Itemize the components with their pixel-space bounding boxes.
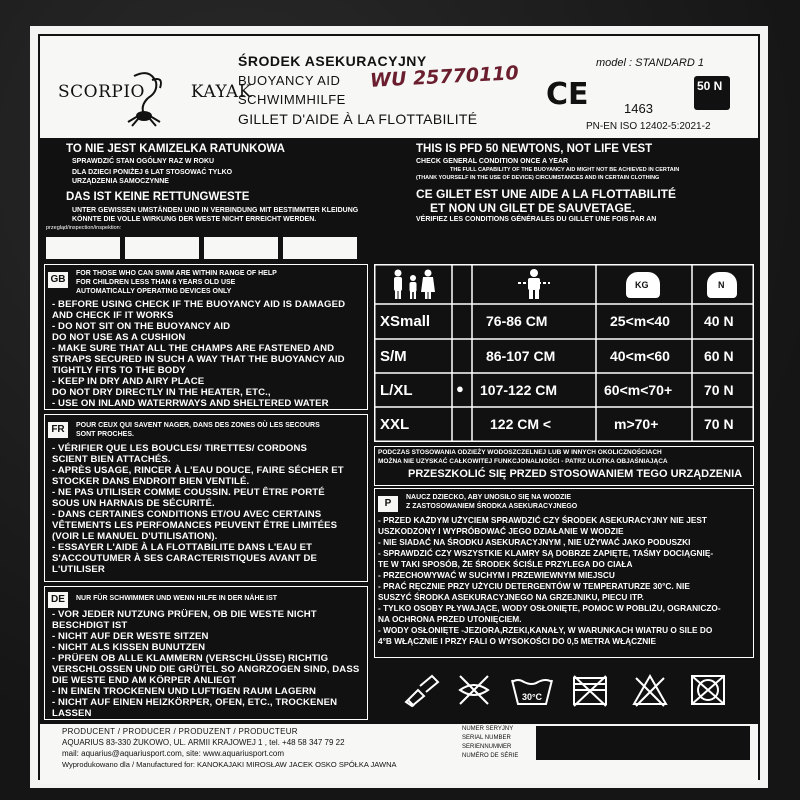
handwritten-serial: WU 25770110 [369, 62, 520, 92]
en-warning-3: (THANK YOURSELF IN THE USE OF DEVICE) CIRCUMSTANCES AND IN CERTAIN CLOTHING [416, 175, 660, 181]
producer-contact: mail: aquarius@aquariusport.com, site: www.aquariusport.com [62, 749, 284, 758]
gb-line: - MAKE SURE THAT ALL THE CHAMPS ARE FASTENED AND [52, 343, 335, 354]
p-line: SUSZYĆ ŚRODKA ASEKURACYJNEGO NA GRZEJNIKU, PIECU ITP. [378, 592, 644, 602]
fr-line: SCIENT BIEN ATTACHÉS. [52, 454, 171, 465]
model-label: model : STANDARD 1 [596, 57, 704, 69]
notified-body-number: 1463 [624, 101, 653, 116]
de-line: VERSCHLOSSEN UND DIE GRÜTEL SO ANGRZOGEN SIND, DASS [52, 664, 360, 675]
p-line: - PRZECHOWYWAĆ W SUCHYM I PRZEWIEWNYM MIEJSCU [378, 570, 615, 580]
de-warning-title: DAS IST KEINE RETTUNGWESTE [66, 191, 250, 203]
warning-block [40, 138, 758, 234]
fr-line: - ESSAYER L'AIDE À LA FLOTTABILITE DANS L'EAU ET [52, 542, 313, 553]
de-warning-1: UNTER GEWISSEN UMSTÄNDEN UND IN VERBINDUNG MIT BESTIMMTER KLEIDUNG [72, 207, 359, 214]
family-icon [388, 268, 438, 300]
chest-measure-icon [514, 268, 554, 300]
de-tag: DE [48, 592, 68, 608]
size-xxl: XXL [380, 416, 410, 433]
care-symbols [374, 668, 754, 718]
gb-intro-3: AUTOMATICALLY OPERATING DEVICES ONLY [76, 288, 232, 295]
en-warning-2: THE FULL CAPABILITY OF THE BUOYANCY AID MIGHT NOT BE ACHIEVED IN CERTAIN [450, 167, 680, 173]
chest-xs: 76-86 CM [486, 313, 548, 329]
chest-xxl: 122 CM < [490, 416, 552, 432]
gb-line: - USE ON INLAND WATERRWAYS AND SHELTERED WATER [52, 398, 329, 409]
no-tumble-dry-icon [570, 672, 610, 708]
fr-line: - DANS CERTAINES CONDITIONS ET/OU AVEC CERTAINS [52, 509, 322, 520]
fr-intro-2: SONT PROCHES. [76, 431, 134, 438]
buoyancy-sm: 60 N [704, 348, 734, 364]
gb-tag: GB [48, 272, 68, 288]
inspection-grid [40, 234, 758, 262]
chest-lxl: 107-122 CM [480, 382, 558, 398]
buoyancy-xxl: 70 N [704, 416, 734, 432]
fr-line: (VOIR LE MANUEL D'UTILISATION). [52, 531, 218, 542]
fr-line: - NE PAS UTILISER COMME COUSSIN. PEUT ÊTRE PORTÉ [52, 487, 325, 498]
de-line: - VOR JEDER NUTZUNG PRÜFEN, OB DIE WESTE NICHT [52, 609, 317, 620]
no-wring-icon [454, 672, 494, 708]
label-border [38, 34, 760, 780]
en-warning-title: THIS IS PFD 50 NEWTONS, NOT LIFE VEST [416, 143, 653, 155]
gb-line: DO NOT USE AS A CUSHION [52, 332, 186, 343]
header-title-de: SCHWIMMHILFE [238, 92, 346, 107]
de-line: - PRÜFEN OB ALLE KLAMMERN (VERSCHLÜSSE) RICHTIG [52, 653, 329, 664]
manufactured-for: Wyprodukowano dla / Manufactured for: KANOKAJAKI MIROSŁAW JACEK OSKO SPÓŁKA JAWNA [62, 760, 397, 769]
buoyancy-aid-label [30, 26, 768, 788]
p-line: - WODY OSŁONIĘTE -JEZIORA,RZEKI,KANAŁY, W WARUNKACH WIATRU O SILE DO [378, 625, 713, 635]
serial-label-fr: NUMÉRO DE SÉRIE [462, 753, 519, 759]
fr-line: - VÉRIFIER QUE LES BOUCLES/ TIRETTES/ CORDONS [52, 443, 308, 454]
producer-label: PRODUCENT / PRODUCER / PRODUZENT / PRODUCTEUR [62, 727, 298, 736]
gb-line: - KEEP IN DRY AND AIRY PLACE [52, 376, 205, 387]
p-line: - NIE SIADAĆ NA ŚRODKU ASEKURACYJNYM , NIE UŻYWAĆ JAKO PODUSZKI [378, 537, 691, 547]
size-sm: S/M [380, 348, 407, 365]
pl-warning-title: TO NIE JEST KAMIZELKA RATUNKOWA [66, 143, 285, 155]
selected-size-marker: ● [456, 381, 464, 396]
de-line: LASSEN [52, 708, 92, 719]
hand-wash-30-icon [510, 672, 554, 708]
header-title-pl: ŚRODEK ASEKURACYJNY [238, 53, 427, 69]
p-line: - SPRAWDZIĆ CZY WSZYSTKIE KLAMRY SĄ DOBRZE ZAPIĘTE, TAŚMY DOCIĄGNIĘ- [378, 548, 714, 558]
fr-line: S'ACCOUTUMER À SES CARACTERISTIQUES AVANT DE [52, 553, 318, 564]
fr-warning-title-1: CE GILET EST UNE AIDE A LA FLOTTABILITÉ [416, 187, 676, 201]
header-title-fr: GILLET D'AIDE À LA FLOTTABILITÉ [238, 111, 478, 127]
gb-intro-1: FOR THOSE WHO CAN SWIM ARE WITHIN RANGE OF HELP [76, 270, 277, 277]
p-line: USZKODZONY I WYPRÓBOWAĆ JEGO DZIAŁANIE W WODZIE [378, 526, 624, 536]
p-line: - PRAĆ RĘCZNIE PRZY UŻYCIU DETERGENTÓW W TEMPERATURZE 30°C. NIE [378, 581, 690, 591]
hand-wash-brush-icon [402, 672, 442, 708]
producer-address: AQUARIUS 83-330 ŻUKOWO, UL. ARMII KRAJOWEJ 1 , tel. +48 58 347 79 22 [62, 738, 345, 747]
chest-sm: 86-107 CM [486, 348, 556, 364]
fr-line: SOUS UN HARNAIS DE SÉCURITÉ. [52, 498, 215, 509]
weight-xxl: m>70+ [614, 416, 659, 432]
serial-number-box [536, 726, 750, 760]
de-line: DIE WESTE END AM KÖRPER ANLIEGT [52, 675, 237, 686]
gb-line: TIGHTLY FITS TO THE BODY [52, 365, 186, 376]
p-tag: P [378, 496, 398, 512]
p-line: - PRZED KAŻDYM UŻYCIEM SPRAWDZIĆ CZY ŚRODEK ASEKURACYJNY NIE JEST [378, 515, 707, 525]
fr-line: VÊTEMENTS LES PERFOMANCES PEUVENT ÊTRE LIMITÉES [52, 520, 338, 531]
fr-warning-1: VÉRIFIEZ LES CONDITIONS GÉNÉRALES DU GILLET UNE FOIS PAR AN [416, 216, 657, 223]
gb-line: DO NOT DRY DIRECTLY IN THE HEATER, ETC., [52, 387, 271, 398]
norm-number: PN-EN ISO 12402-5:2021-2 [586, 121, 711, 132]
gb-line: - DO NOT SIT ON THE BUOYANCY AID [52, 321, 231, 332]
buoyancy-lxl: 70 N [704, 382, 734, 398]
inspection-cell [204, 237, 278, 259]
footer [40, 724, 758, 784]
p-intro-2: Z ZASTOSOWANIEM ŚRODKA ASEKURACYJNEGO [406, 503, 578, 510]
inspection-cell [46, 237, 120, 259]
no-bleach-icon [630, 672, 670, 708]
ce-mark: CE [546, 77, 589, 112]
de-warning-2: KÖNNTE DIE VOLLE WIRKUNG DER WESTE NICHT ERREICHT WERDEN. [72, 216, 317, 223]
serial-label-en: SERIAL NUMBER [462, 735, 511, 741]
inspection-cell [125, 237, 199, 259]
serial-label-de: SERIENNUMMER [462, 744, 512, 750]
brand-logo-text: SCORPIO KAYAK [58, 82, 252, 102]
pl-warning-1: SPRAWDZIĆ STAN OGÓLNY RAZ W ROKU [72, 158, 215, 165]
serial-label-pl: NUMER SERYJNY [462, 726, 514, 732]
fr-line: STOCKER DANS ENDROIT BIEN VENTILÉ. [52, 476, 250, 487]
weight-xs: 25<m<40 [610, 313, 670, 329]
p-line: 4°B WŁĄCZNIE I PRZY FALI O WYSOKOŚCI DO 0,5 METRA WŁĄCZNIE [378, 636, 657, 646]
en-warning-1: CHECK GENERAL CONDITION ONCE A YEAR [416, 158, 569, 165]
fr-line: L'UTILISER [52, 564, 105, 575]
de-line: - NICHT AUF EINEN HEIZKÖRPER, OFEN, ETC., TROCKENEN [52, 697, 338, 708]
instructions-area [40, 262, 758, 724]
pl-notice-1: PODCZAS STOSOWANIA ODZIEŻY WODOSZCZELNEJ LUB W INNYCH OKOLICZNOŚCIACH [378, 449, 662, 456]
size-table [374, 264, 754, 442]
p-line: - TYLKO OSOBY PŁYWAJĄCE, WODY OSŁONIĘTE, POMOC W POBLIŻU, OGRANICZO- [378, 603, 721, 613]
inspection-label: przegląd/inspection/inspektion: [46, 225, 122, 231]
de-line: - NICHT ALS KISSEN BUNUTZEN [52, 642, 206, 653]
buoyancy-xs: 40 N [704, 313, 734, 329]
gb-intro-2: FOR CHILDREN LESS THAN 6 YEARS OLD USE [76, 279, 236, 286]
p-intro-1: NAUCZ DZIECKO, ABY UNOSIŁO SIĘ NA WODZIE [406, 494, 572, 501]
weight-kg-icon: KG [626, 272, 660, 298]
weight-sm: 40<m<60 [610, 348, 670, 364]
gb-line: AND CHECK IF IT WORKS [52, 310, 174, 321]
de-line: - IN EINEN TROCKENEN UND LUFTIGEN RAUM LAGERN [52, 686, 317, 697]
pl-notice-2: MOŻNA NIE UZYSKAĆ CAŁKOWITEJ FUNKCJONALNOŚCI - PATRZ ULOTKA OBJAŚNIAJĄCA [378, 458, 668, 465]
size-lxl: L/XL [380, 382, 413, 399]
weight-lxl: 60<m<70+ [604, 382, 673, 398]
fr-warning-title-2: ET NON UN GILET DE SAUVETAGE. [430, 201, 636, 215]
pl-warning-2: DLA DZIECI PONIŻEJ 6 LAT STOSOWAĆ TYLKO [72, 169, 233, 176]
p-line: TE W TAKI SPOSÓB, ŻE ŚRODEK ŚCIŚLE PRZYLEGA DO CIAŁA [378, 559, 633, 569]
fr-tag: FR [48, 422, 68, 438]
size-xs: XSmall [380, 313, 431, 330]
p-line: NA OCHRONA PRZED UTONIĘCIEM. [378, 614, 522, 624]
no-dry-clean-icon [688, 672, 728, 708]
gb-line: - BEFORE USING CHECK IF THE BUOYANCY AID IS DAMAGED [52, 299, 346, 310]
gb-line: STRAPS SECURED IN SUCH A WAY THAT THE BUOYANCY AID [52, 354, 345, 365]
de-line: BESCHDIGT IST [52, 620, 128, 631]
inspection-cell [283, 237, 357, 259]
fr-intro-1: POUR CEUX QUI SAVENT NAGER, DANS DES ZONES OÙ LES SECOURS [76, 422, 320, 429]
newton-badge-icon: 50 N [694, 76, 730, 110]
de-intro-1: NUR FÜR SCHWIMMER UND WENN HILFE IN DER NÄHE IST [76, 595, 278, 602]
de-line: - NICHT AUF DER WESTE SITZEN [52, 631, 209, 642]
header-title-en: BUOYANCY AID [238, 73, 341, 88]
wash-temperature: 30°C [521, 692, 543, 702]
pl-warning-3: URZĄDZENIA SAMOCZYNNE [72, 178, 169, 185]
buoyancy-newton-icon: N [707, 272, 737, 298]
fr-line: - APRÈS USAGE, RINCER À L'EAU DOUCE, FAIRE SÉCHER ET [52, 465, 344, 476]
pl-notice-title: PRZESZKOLIĆ SIĘ PRZED STOSOWANIEM TEGO URZĄDZENIA [408, 468, 743, 480]
